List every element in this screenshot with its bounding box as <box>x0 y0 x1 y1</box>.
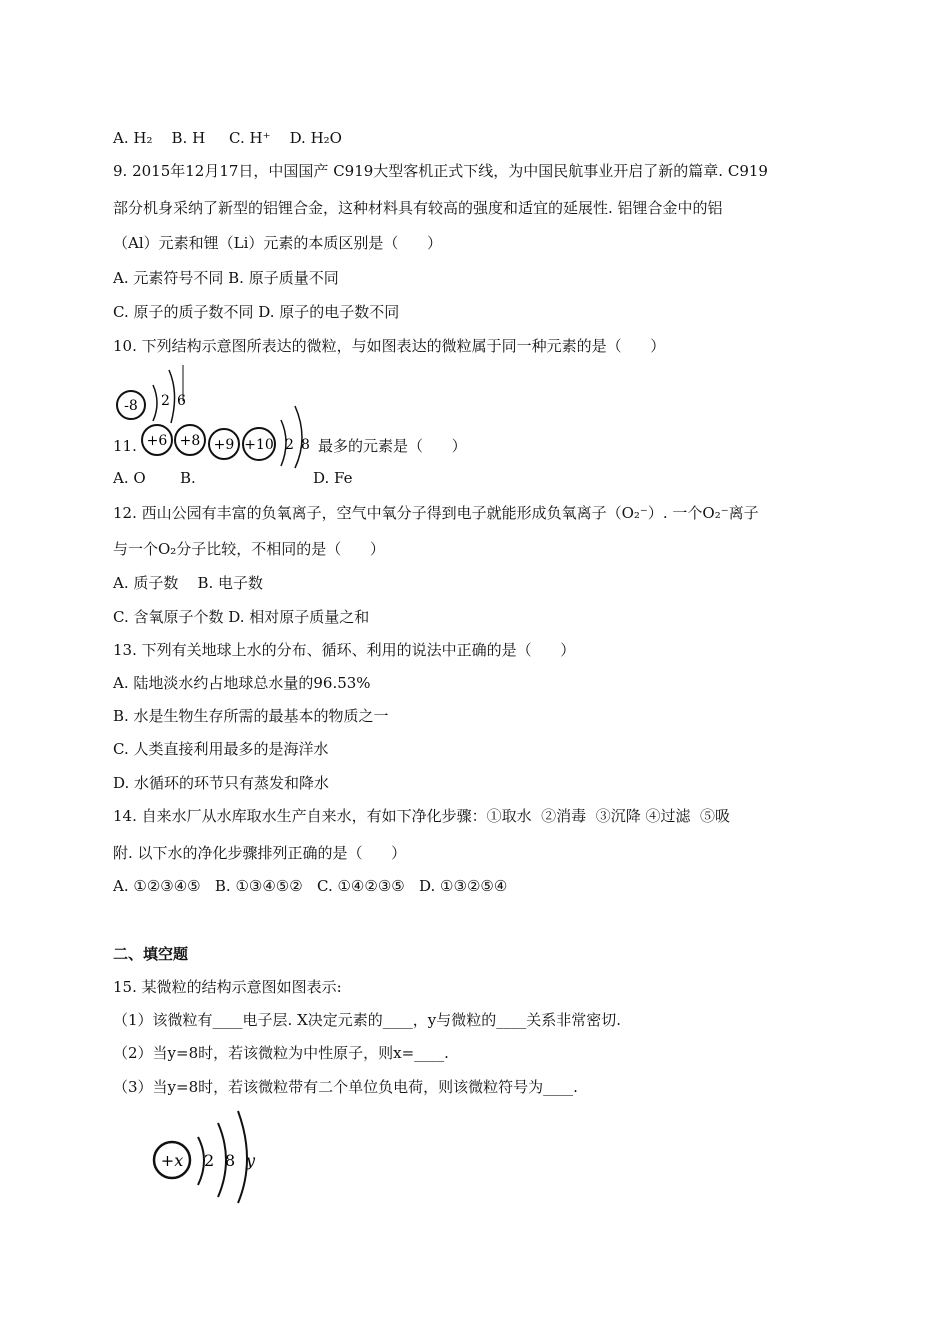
q10-ref-shell-1: 2 <box>161 393 170 409</box>
section-title-fill-in: 二、填空题 <box>113 945 189 963</box>
q10-ref-nucleus: -8 <box>124 398 138 414</box>
q10-option-nucleus-2: +8 <box>179 433 201 449</box>
q9-options-cd: C. 原子的质子数不同 D. 原子的电子数不同 <box>113 303 400 321</box>
q15-structure-diagram <box>150 1105 270 1205</box>
q15-shell-3: y <box>246 1151 256 1170</box>
q15-nucleus: +x <box>160 1151 184 1170</box>
q13-option-b: B. 水是生物生存所需的最基本的物质之一 <box>113 707 389 725</box>
q13-text: 13. 下列有关地球上水的分布、循环、利用的说法中正确的是（ ） <box>113 641 576 659</box>
q8-options: A. H₂ B. H C. H⁺ D. H₂O <box>113 129 342 147</box>
q13-option-c: C. 人类直接利用最多的是海洋水 <box>113 740 329 758</box>
q9-line1: 9. 2015年12月17日，中国国产 C919大型客机正式下线，为中国民航事业开启了新的篇章. C919 <box>113 162 768 180</box>
q11-option-d: D. Fe <box>313 469 353 487</box>
q13-option-d: D. 水循环的环节只有蒸发和降水 <box>113 774 330 792</box>
q9-line2: 部分机身采纳了新型的铝锂合金，这种材料具有较高的强度和适宜的延展性. 铝锂合金中的铝 <box>113 199 723 217</box>
q10-option-shell-1: 2 <box>285 437 294 453</box>
q15-shell-1: 2 <box>204 1151 215 1170</box>
q10-option-nucleus-3: +9 <box>213 437 235 453</box>
q11-text-left: 11. <box>113 437 137 455</box>
q10-text: 10. 下列结构示意图所表达的微粒，与如图表达的微粒属于同一种元素的是（ ） <box>113 337 666 355</box>
q10-option-nucleus-4: +10 <box>244 437 274 453</box>
q15-sub3: （3）当y=8时，若该微粒带有二个单位负电荷，则该微粒符号为____. <box>113 1078 578 1096</box>
q15-text: 15. 某微粒的结构示意图如图表示: <box>113 978 342 996</box>
q11-text-right: 最多的元素是（ ） <box>318 437 467 455</box>
q11-option-a: A. O <box>113 469 146 487</box>
q10-option-shell-2: 8 <box>301 437 310 453</box>
q12-options-cd: C. 含氧原子个数 D. 相对原子质量之和 <box>113 608 370 626</box>
q15-shell-2: 8 <box>225 1151 236 1170</box>
q10-option-nucleus-1: +6 <box>146 433 168 449</box>
q12-line2: 与一个O₂分子比较，不相同的是（ ） <box>113 540 385 558</box>
q14-line1: 14. 自来水厂从水库取水生产自来水，有如下净化步骤：①取水 ②消毒 ③沉降 ④过滤 ⑤吸 <box>113 807 731 825</box>
q9-line3: （Al）元素和锂（Li）元素的本质区别是（ ） <box>113 234 442 252</box>
q10-ref-shell-2: 6 <box>177 393 186 409</box>
q11-option-b: B. <box>180 469 196 487</box>
q14-line2: 附. 以下水的净化步骤排列正确的是（ ） <box>113 844 407 862</box>
q12-options-ab: A. 质子数 B. 电子数 <box>113 574 264 592</box>
q12-line1: 12. 西山公园有丰富的负氧离子，空气中氧分子得到电子就能形成负氧离子（O₂⁻）. 一个O₂⁻离子 <box>113 504 759 522</box>
q14-options: A. ①②③④⑤ B. ①③④⑤② C. ①④②③⑤ D. ①③②⑤④ <box>113 877 508 895</box>
q10-options-diagram <box>135 400 315 470</box>
q15-sub1: （1）该微粒有____电子层. X决定元素的____，y与微粒的____关系非常密切. <box>113 1011 622 1029</box>
q9-options-ab: A. 元素符号不同 B. 原子质量不同 <box>113 269 339 287</box>
q13-option-a: A. 陆地淡水约占地球总水量的96.53% <box>113 674 371 692</box>
q15-sub2: （2）当y=8时，若该微粒为中性原子，则x=____. <box>113 1044 449 1062</box>
